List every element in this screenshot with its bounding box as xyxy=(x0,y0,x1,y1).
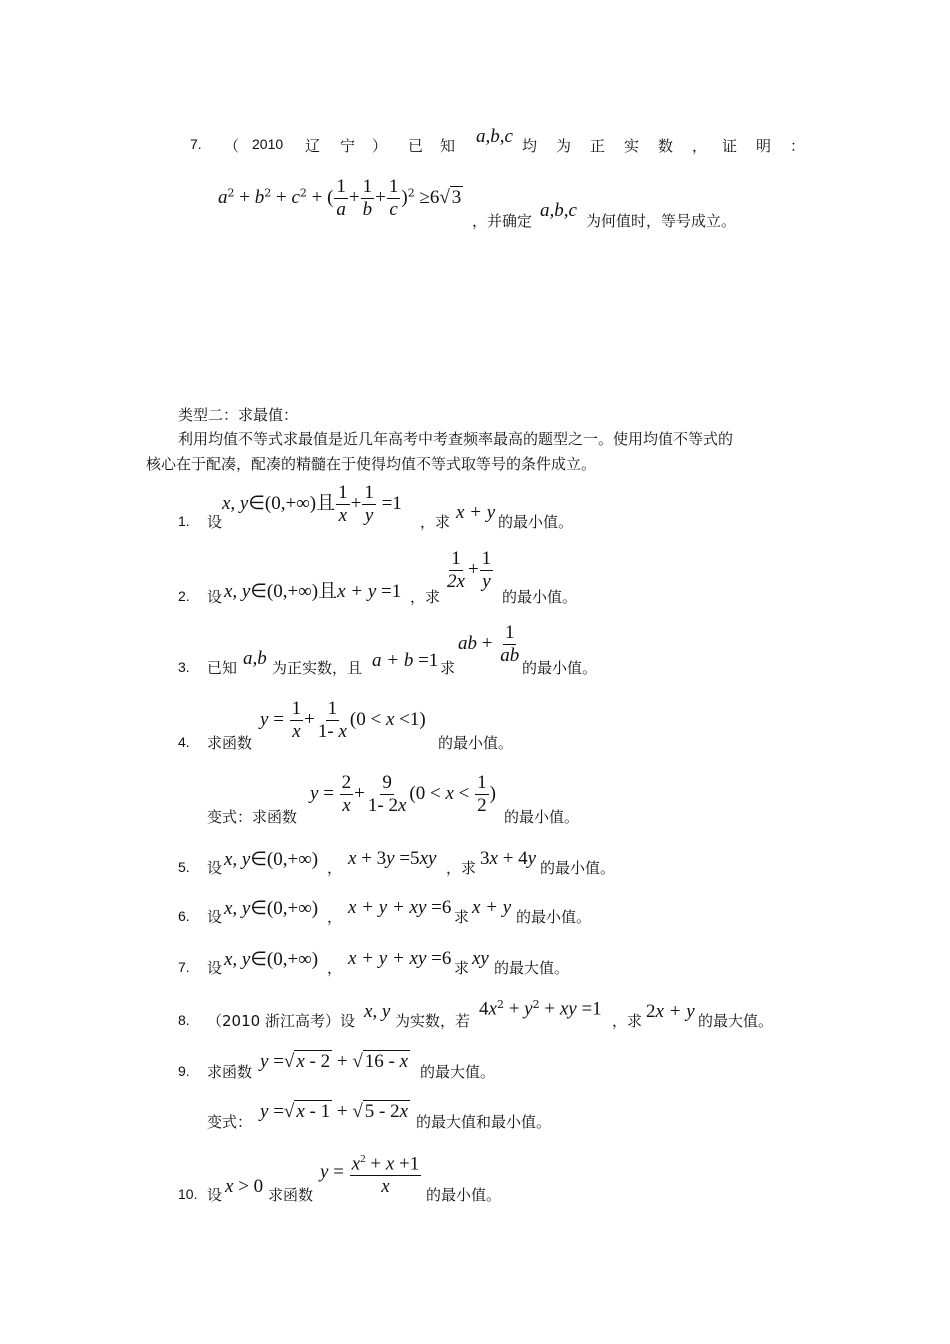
p5-domain: x, y∈(0,+∞) xyxy=(224,849,319,870)
p5-pre: 设 xyxy=(207,859,223,877)
p6-condition: x + y + xy =6 xyxy=(348,897,452,918)
q7-text: 证 xyxy=(722,137,738,155)
p3-pre: 已知 xyxy=(207,659,238,677)
p8-post: 的最大值。 xyxy=(698,1012,774,1030)
intro-line-1: 利用均值不等式求最值是近几年高考中考查频率最高的题型之一。使用均值不等式的 xyxy=(178,430,734,448)
p8-mid1: 为实数，若 xyxy=(395,1012,471,1030)
p5-mid1: ， xyxy=(327,859,343,877)
p3-mid1: 为正实数，且 xyxy=(272,659,363,677)
p6-target: x + y xyxy=(472,897,512,918)
q7-source-char: 宁 xyxy=(340,137,356,155)
p2-mid: ，求 xyxy=(410,588,441,606)
p9-number: 9. xyxy=(178,1063,190,1079)
p7-post: 的最大值。 xyxy=(494,959,570,977)
p6-number: 6. xyxy=(178,908,190,924)
p4-function-formula: y = $\frac{1}{x}$ + $\frac{1}{1- x}$ (0 < x <1) xyxy=(260,698,426,742)
p2-post: 的最小值。 xyxy=(502,588,578,606)
p10-number: 10. xyxy=(178,1186,198,1202)
p6-domain: x, y∈(0,+∞) xyxy=(224,898,319,919)
q7-text: 明 xyxy=(756,137,772,155)
p7-mid2: 求 xyxy=(454,959,470,977)
p3-mid2: 求 xyxy=(440,659,456,677)
p8-number: 8. xyxy=(178,1012,190,1028)
p7-number: 7. xyxy=(178,959,190,975)
p1-mid: ，求 xyxy=(420,513,451,531)
p9-function-formula: y =√ x - 2 + √ 16 - x xyxy=(260,1051,409,1072)
p1-pre: 设 xyxy=(207,513,223,531)
p9-pre: 求函数 xyxy=(207,1063,253,1081)
p5-condition: x + 3y =5xy xyxy=(348,848,437,869)
p2-target-formula: $\frac{1}{2x}$ + $\frac{1}{y}$ xyxy=(447,548,492,592)
p10-pre: 设 xyxy=(207,1186,223,1204)
p4-pre: 求函数 xyxy=(207,734,253,752)
p3-condition: a + b =1 xyxy=(372,650,439,671)
q7-text: 均 xyxy=(522,137,538,155)
p6-mid2: 求 xyxy=(454,908,470,926)
q7-text: 知 xyxy=(440,137,456,155)
p7-condition: x + y + xy =6 xyxy=(348,948,452,969)
p6-post: 的最小值。 xyxy=(516,908,592,926)
q7-text: 正 xyxy=(590,137,606,155)
q7-text: 为 xyxy=(556,137,572,155)
p4-number: 4. xyxy=(178,734,190,750)
p4-variant-pre: 变式：求函数 xyxy=(207,808,298,826)
p7-pre: 设 xyxy=(207,959,223,977)
p1-number: 1. xyxy=(178,513,190,529)
p5-number: 5. xyxy=(178,859,190,875)
p10-post: 的最小值。 xyxy=(426,1186,502,1204)
p8-condition: $4x^2 + y^2$ + xy =1 xyxy=(479,998,602,1020)
p10-function-formula: y = $\frac{x^2 + x +1}{x}$ xyxy=(320,1148,422,1198)
p4-variant-post: 的最小值。 xyxy=(504,808,580,826)
q7-text: ， xyxy=(692,137,708,155)
p3-number: 3. xyxy=(178,659,190,675)
q7-source-char: 辽 xyxy=(305,137,321,155)
section-title: 类型二：求最值： xyxy=(178,406,299,424)
p10-condition: x > 0 xyxy=(225,1176,264,1197)
p1-condition-formula: x, y∈(0,+∞)且 $\frac{1}{x}$ + $\frac{1}{y}$ =1 xyxy=(222,482,402,526)
p7-mid1: ， xyxy=(327,959,343,977)
q7-source-year: 2010 xyxy=(252,136,284,152)
p5-post: 的最小值。 xyxy=(540,859,616,877)
p5-target: 3x + 4y xyxy=(480,848,537,869)
q7-text: ： xyxy=(790,137,806,155)
p2-number: 2. xyxy=(178,588,190,604)
p6-pre: 设 xyxy=(207,908,223,926)
p1-post: 的最小值。 xyxy=(498,513,574,531)
p8-mid2: ，求 xyxy=(612,1012,643,1030)
p7-target: xy xyxy=(472,948,489,969)
p3-post: 的最小值。 xyxy=(522,659,598,677)
p4-post: 的最小值。 xyxy=(438,734,514,752)
p8-vars: x, y xyxy=(364,1001,391,1022)
q7-inequality-formula: $a^2 + b^2 + c^2$ + ( $\frac{1}{a}$ + $\frac{1}{b}$ + $\frac{1}{c}$ )$^2$ ≥6√ 3 xyxy=(218,176,462,220)
q7-vars-2: a,b,c xyxy=(540,200,577,221)
p8-target: 2x + y xyxy=(646,1001,695,1022)
p9-post: 的最大值。 xyxy=(420,1063,496,1081)
p9-variant-post: 的最大值和最小值。 xyxy=(416,1113,552,1131)
p2-pre: 设 xyxy=(207,588,223,606)
p9-variant-pre: 变式： xyxy=(207,1113,253,1131)
p10-mid: 求函数 xyxy=(268,1186,314,1204)
p2-condition-formula: x, y∈(0,+∞)且x + y =1 xyxy=(224,581,402,602)
p9-variant-formula: y =√ x - 1 + √ 5 - 2x xyxy=(260,1101,409,1122)
intro-line-2: 核心在于配凑，配凑的精髓在于使得均值不等式取等号的条件成立。 xyxy=(146,455,597,473)
p4-variant-formula: y = $\frac{2}{x}$ + $\frac{9}{1- 2x}$ (0 < x < $\frac{1}{2}$ ) xyxy=(310,772,496,816)
p5-mid2: ，求 xyxy=(446,859,477,877)
p8-pre: （2010 浙江高考）设 xyxy=(207,1012,355,1030)
p7-domain: x, y∈(0,+∞) xyxy=(224,949,319,970)
q7-text: 实 xyxy=(624,137,640,155)
q7-number: 7. xyxy=(190,136,202,152)
p1-target: x + y xyxy=(456,502,496,523)
q7-end-text: 为何值时，等号成立。 xyxy=(586,212,737,230)
p3-vars: a,b xyxy=(243,648,267,669)
q7-text: 数 xyxy=(658,137,674,155)
q7-formula-tail: ，并确定 xyxy=(472,212,533,230)
q7-vars: a,b,c xyxy=(476,126,513,147)
p6-mid1: ， xyxy=(327,908,343,926)
p3-target-formula: ab + $\frac{1}{ab}$ xyxy=(458,622,520,666)
q7-text: 已 xyxy=(408,137,424,155)
q7-source-close: ） xyxy=(372,137,388,155)
q7-source-open: （ xyxy=(224,137,240,155)
